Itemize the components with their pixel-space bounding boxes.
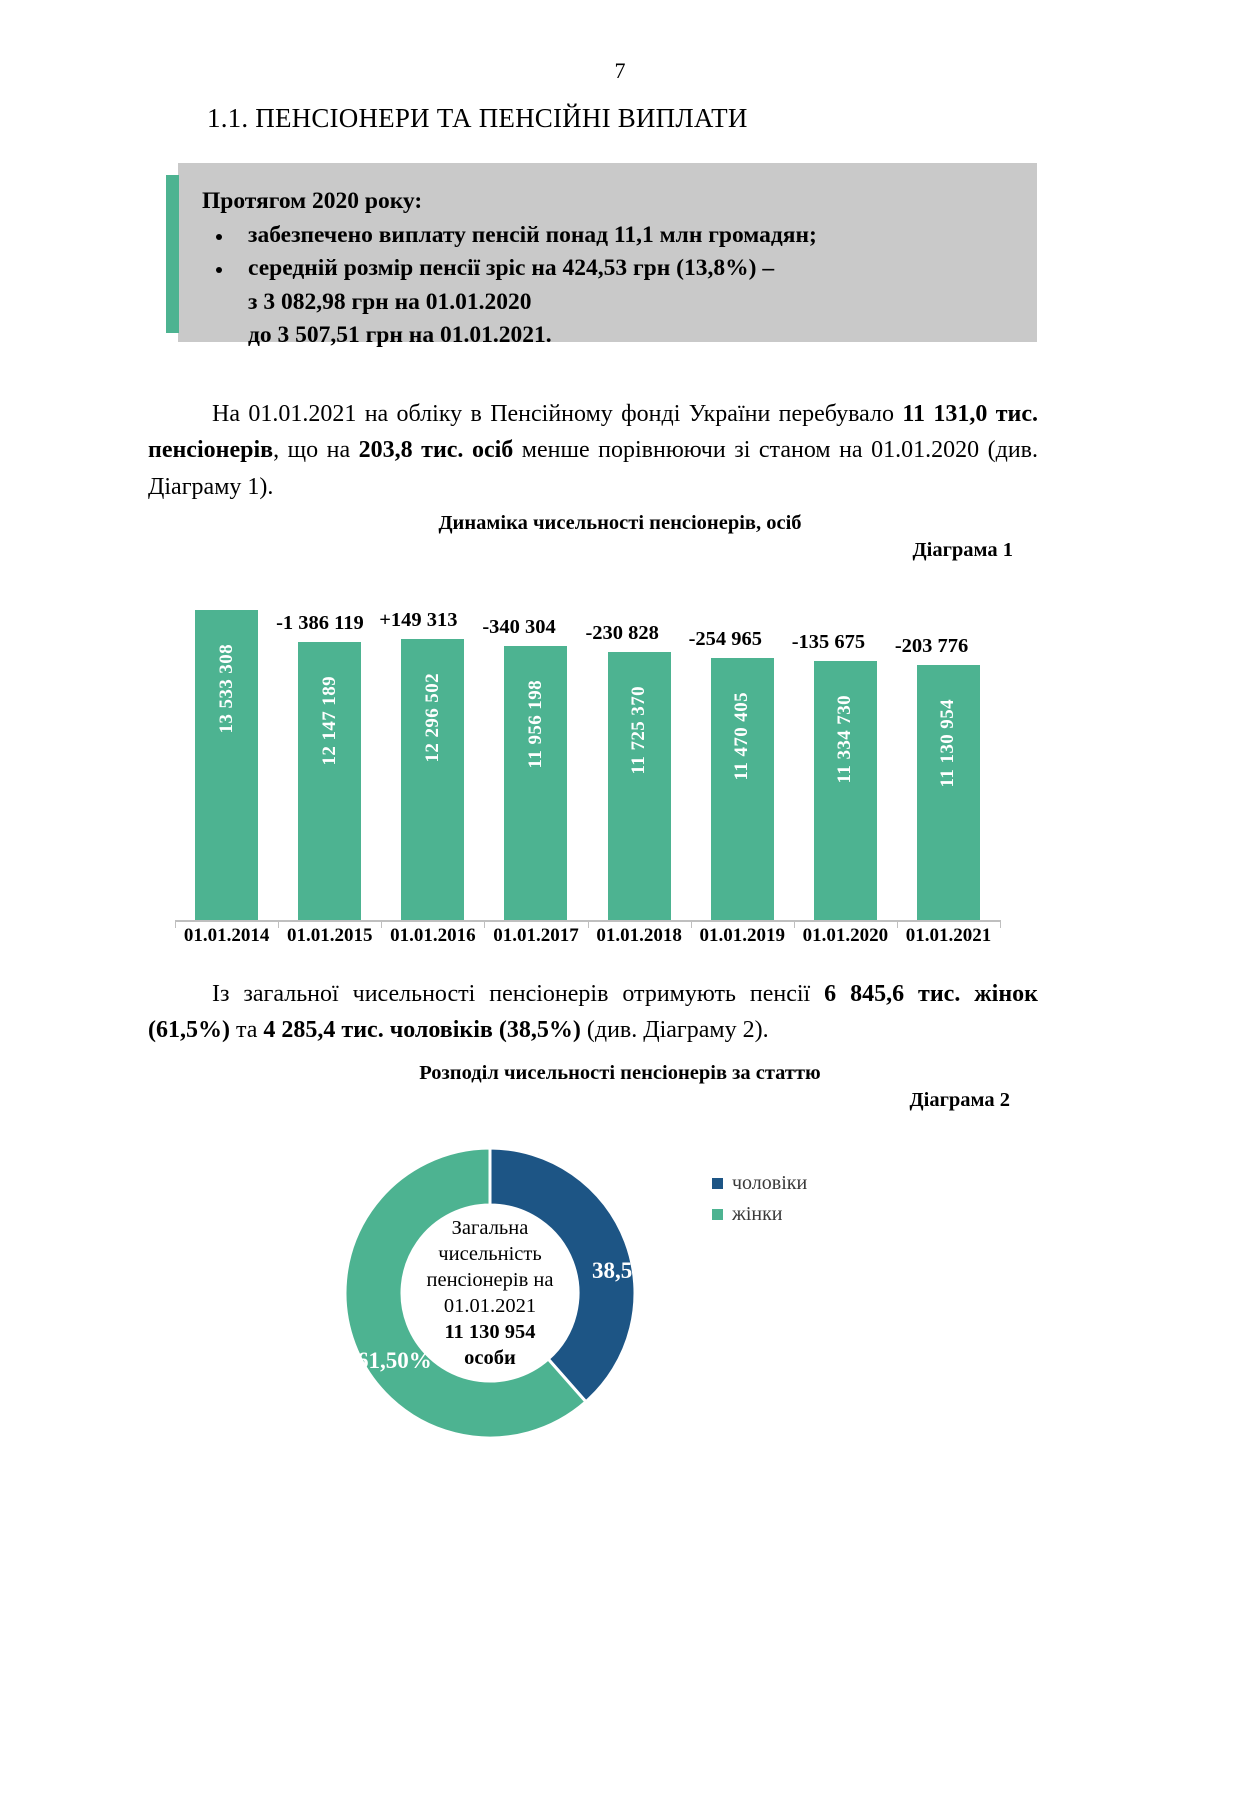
donut-center-line-3: пенсіонерів на — [426, 1268, 554, 1291]
legend-swatch-men-icon — [712, 1178, 723, 1189]
bar-delta-label: +149 313 — [379, 609, 458, 631]
legend-item-women — [712, 1199, 807, 1230]
bar-column — [504, 646, 567, 922]
para2-part-e: (див. Діаграму 2). — [580, 1017, 769, 1044]
legend-item-men — [712, 1168, 807, 1199]
callout-bullet-2-text: середній розмір пенсії зріс на 424,53 грн (13,8%) – — [248, 255, 775, 282]
callout-box — [166, 163, 1037, 348]
bar-delta-label: -254 965 — [688, 628, 763, 650]
bar-value-label: 11 470 405 — [731, 692, 753, 781]
x-axis-label: 01.01.2020 — [802, 925, 889, 946]
bar-value-label: 12 147 189 — [318, 676, 340, 766]
x-axis-label: 01.01.2014 — [183, 925, 270, 946]
chart1-caption: Діаграма 1 — [912, 539, 1013, 561]
bar — [608, 652, 671, 922]
bar-column — [711, 658, 774, 922]
para2-bold-women: 6 845,6 тис. жінок (61,5%) — [148, 981, 1038, 1044]
callout-bullet-2 — [234, 252, 817, 353]
axis-tick — [1000, 920, 1001, 928]
para1-part-a: На 01.01.2021 на обліку в Пенсійному фонді України перебувало — [212, 401, 903, 427]
x-axis-label: 01.01.2017 — [493, 925, 579, 946]
bar — [195, 610, 258, 922]
bar — [814, 661, 877, 922]
chart1-title: Динаміка чисельності пенсіонерів, осіб — [438, 512, 802, 534]
bar-column — [195, 610, 258, 922]
page-title: 1.1. ПЕНСІОНЕРИ ТА ПЕНСІЙНІ ВИПЛАТИ — [207, 103, 748, 133]
legend-label-women: жінки — [732, 1203, 783, 1225]
bar-value-label: 11 725 370 — [628, 686, 650, 775]
bar-value-label: 13 533 308 — [215, 644, 237, 734]
callout-bullet-list — [234, 219, 817, 353]
bar — [917, 665, 980, 922]
bar-column — [401, 639, 464, 922]
bar-delta-label: -1 386 119 — [276, 612, 364, 634]
bar-column — [814, 661, 877, 922]
donut-center-line-4: 01.01.2021 — [443, 1295, 537, 1317]
bar-column — [298, 642, 361, 922]
page-number: 7 — [614, 58, 626, 83]
donut-label-women: 61,50% — [357, 1348, 432, 1373]
bar — [401, 639, 464, 922]
callout-accent-bar — [166, 175, 179, 333]
donut-center-unit: особи — [464, 1347, 516, 1370]
bar-delta-label: -230 828 — [585, 622, 659, 644]
bar — [298, 642, 361, 922]
callout-subline-2: до 3 507,51 грн на 01.01.2021. — [248, 322, 552, 349]
chart2-title: Розподіл чисельності пенсіонерів за статтю — [419, 1062, 821, 1084]
bar-value-label: 11 956 198 — [524, 680, 546, 769]
x-axis-label: 01.01.2019 — [699, 925, 785, 946]
paragraph-gender-split — [148, 976, 1038, 1049]
para1-bold-delta: 203,8 тис. осіб — [358, 437, 514, 464]
donut-label-men: 38,50% — [592, 1258, 667, 1283]
bar-delta-label: -203 776 — [894, 635, 969, 657]
x-axis-label: 01.01.2021 — [905, 925, 992, 946]
legend-swatch-women-icon — [712, 1209, 723, 1220]
para1-part-e: менше порівнюючи зі станом на 01.01.2020 (див. Діаграму 1). — [148, 437, 1038, 500]
donut-center-total: 11 130 954 — [444, 1321, 536, 1344]
callout-heading: Протягом 2020 року: — [202, 188, 423, 214]
para2-part-a: Із загальної чисельності пенсіонерів отримують пенсії — [212, 981, 825, 1007]
x-axis-label: 01.01.2018 — [596, 925, 682, 946]
callout-content — [202, 185, 817, 353]
bar-delta-label: -135 675 — [791, 631, 866, 653]
donut-center-line-1: Загальна — [451, 1216, 529, 1239]
para1-part-c: , що на — [273, 437, 359, 464]
para1-bold-count: 11 131,0 тис. пенсіонерів — [148, 401, 1038, 464]
bar-value-label: 12 296 502 — [421, 673, 443, 763]
callout-subline-1: з 3 082,98 грн на 01.01.2020 — [248, 288, 532, 315]
bar-value-label: 11 334 730 — [834, 695, 856, 784]
bar — [711, 658, 774, 922]
bar-column — [608, 652, 671, 922]
para2-part-c: та — [229, 1017, 264, 1044]
legend-label-men: чоловіки — [732, 1172, 808, 1194]
bar-value-label: 11 130 954 — [937, 699, 959, 788]
x-axis-label: 01.01.2015 — [286, 925, 373, 946]
paragraph-pensioner-count — [148, 396, 1038, 505]
bar — [504, 646, 567, 922]
callout-bullet-1: • забезпечено виплату пенсій понад 11,1 млн громадян; — [234, 219, 817, 253]
para2-bold-men: 4 285,4 тис. чоловіків (38,5%) — [263, 1017, 581, 1044]
bar-column — [917, 665, 980, 922]
donut-chart — [345, 1148, 635, 1438]
x-axis-label: 01.01.2016 — [390, 925, 476, 946]
chart2-caption: Діаграма 2 — [909, 1089, 1010, 1111]
donut-legend — [712, 1168, 807, 1230]
donut-center-line-2: чисельність — [438, 1242, 542, 1265]
bar-delta-label: -340 304 — [482, 616, 556, 638]
